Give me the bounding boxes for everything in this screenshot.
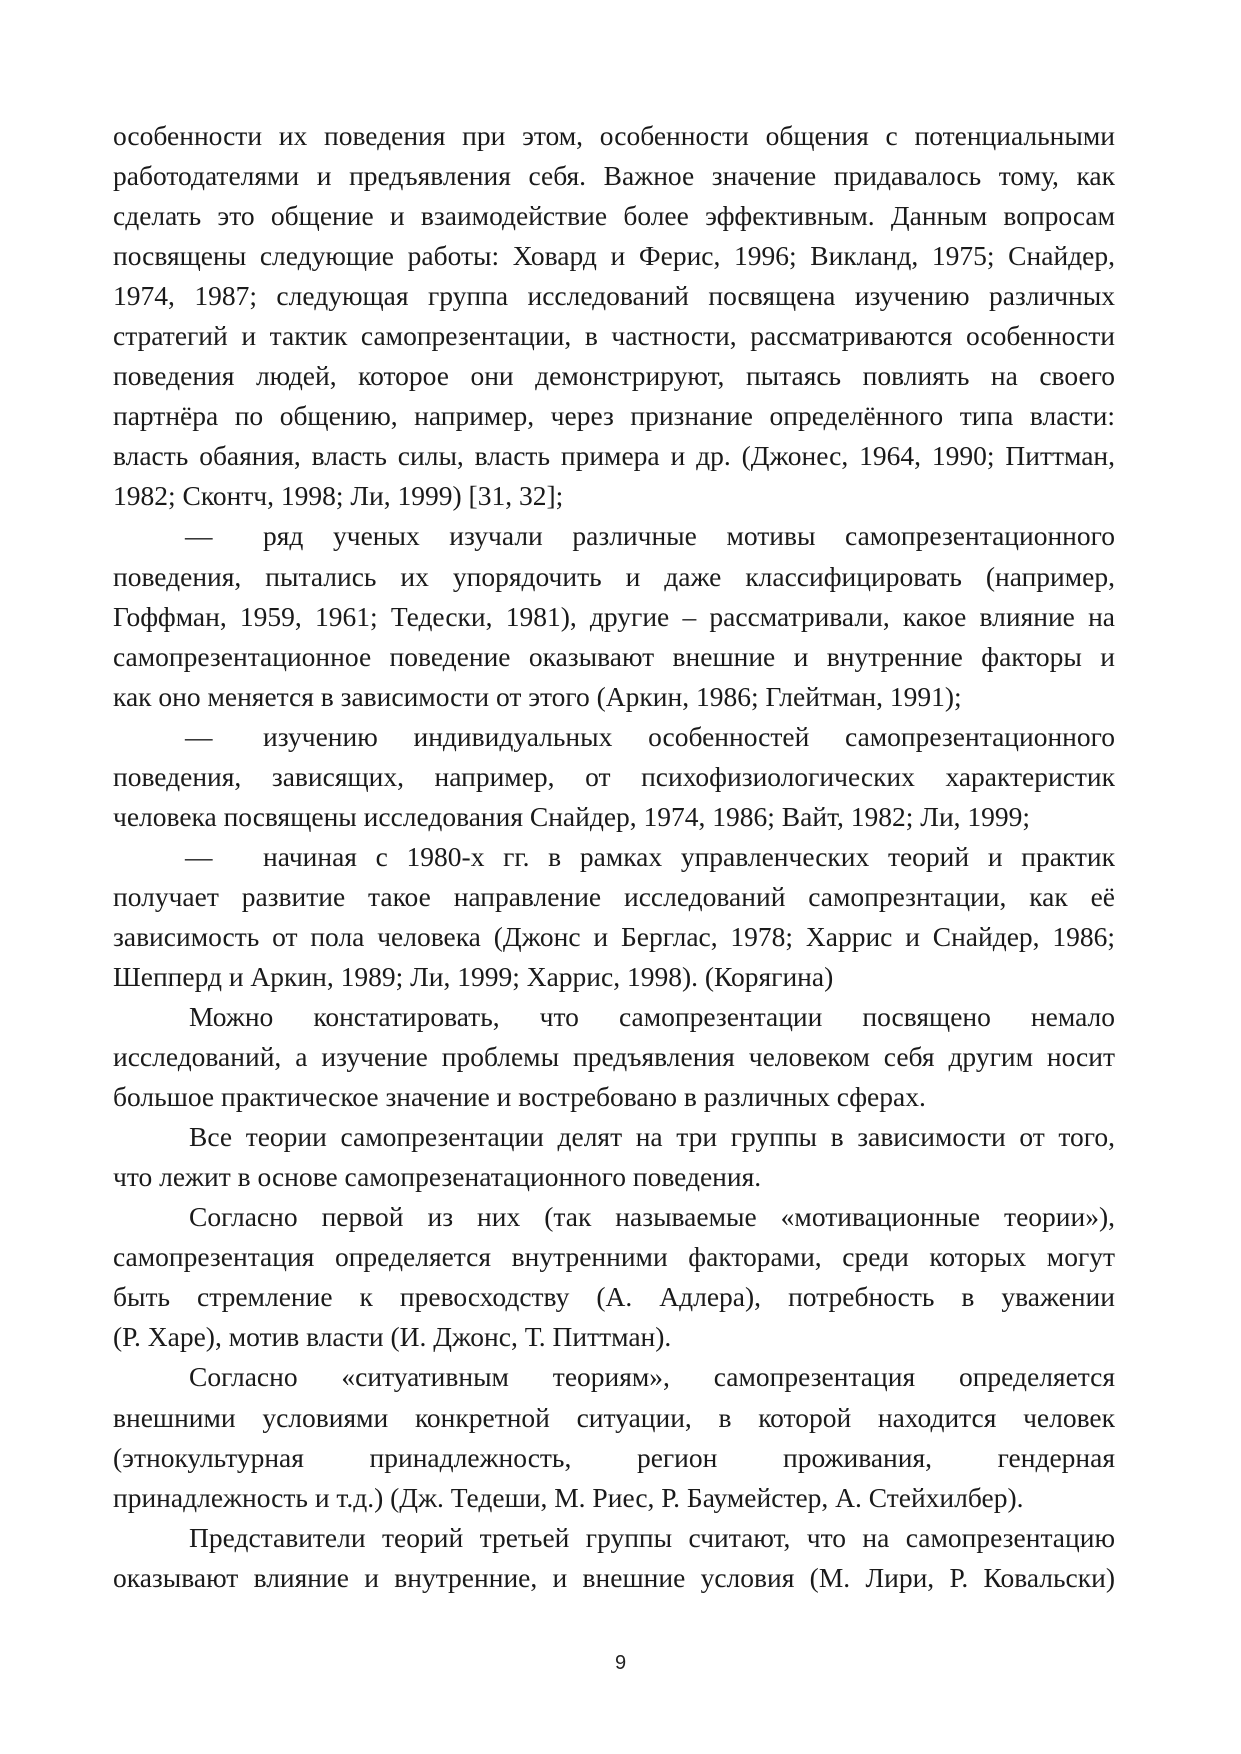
line — [113, 1077, 1115, 1117]
text-line: ряд ученых изучали различные мотивы самопрезентационного — [263, 520, 1115, 552]
line — [113, 1317, 1115, 1357]
text-line: поведения, зависящих, например, от психофизиологических характеристик — [113, 760, 1115, 792]
bullet-dash: — — [185, 840, 213, 872]
line — [113, 757, 1115, 797]
line — [113, 196, 1115, 236]
text-line: сделать это общение и взаимодействие более эффективным. Данным вопросам — [113, 200, 1115, 232]
text-line: (этнокультурная принадлежность, регион проживания, гендерная — [113, 1441, 1115, 1473]
line — [113, 1237, 1115, 1277]
line — [113, 516, 1115, 556]
line — [113, 396, 1115, 436]
paragraph — [113, 116, 1115, 516]
bullet-dash: — — [185, 720, 213, 752]
line — [113, 1478, 1115, 1518]
line — [113, 1277, 1115, 1317]
line — [113, 476, 1115, 516]
line — [113, 797, 1115, 837]
paragraph — [113, 997, 1115, 1117]
line — [113, 837, 1115, 877]
text-line: 1974, 1987; следующая группа исследований посвящена изучению различных — [113, 280, 1115, 312]
text-line: большое практическое значение и востребовано в различных сферах. — [113, 1081, 926, 1113]
line — [113, 316, 1115, 356]
bullet-item — [113, 837, 1115, 997]
line — [113, 1117, 1115, 1157]
line — [113, 677, 1115, 717]
text-line: Шепперд и Аркин, 1989; Ли, 1999; Харрис, 1998). (Корягина) — [113, 960, 834, 992]
text-line: стратегий и тактик самопрезентации, в частности, рассматриваются особенности — [113, 320, 1115, 352]
text-line: быть стремление к превосходству (А. Адлера), потребность в уважении — [113, 1281, 1115, 1313]
text-line: Согласно первой из них (так называемые «мотивационные теории»), — [189, 1201, 1115, 1233]
text-line: работодателями и предъявления себя. Важное значение придавалось тому, как — [113, 160, 1115, 192]
line — [113, 436, 1115, 476]
text-line: Можно констатировать, что самопрезентации посвящено немало — [189, 1001, 1115, 1033]
line — [113, 717, 1115, 757]
text-line: самопрезентация определяется внутренними факторами, среди которых могут — [113, 1241, 1115, 1273]
text-line: особенности их поведения при этом, особенности общения с потенциальными — [113, 120, 1115, 151]
line — [113, 917, 1115, 957]
line — [113, 637, 1115, 677]
text-line: партнёра по общению, например, через признание определённого типа власти: — [113, 400, 1115, 432]
line — [113, 116, 1115, 156]
bullet-dash: — — [185, 520, 213, 552]
line — [113, 1438, 1115, 1478]
text-line: внешними условиями конкретной ситуации, в которой находится человек — [113, 1401, 1115, 1433]
text-line: принадлежность и т.д.) (Дж. Тедеши, М. Риес, Р. Баумейстер, А. Стейхилбер). — [113, 1481, 1024, 1513]
line — [113, 236, 1115, 276]
paragraph — [113, 1117, 1115, 1197]
text-line: Согласно «ситуативным теориям», самопрезентация определяется — [189, 1361, 1115, 1393]
text-line: Гоффман, 1959, 1961; Тедески, 1981), другие – рассматривали, какое влияние на — [113, 600, 1115, 632]
bullet-item — [113, 516, 1115, 716]
paragraph — [113, 1197, 1115, 1357]
bullet-item — [113, 717, 1115, 837]
line — [113, 1157, 1115, 1197]
text-line: получает развитие такое направление исследований самопрезнтации, как её — [113, 880, 1115, 912]
text-line: как оно меняется в зависимости от этого (Аркин, 1986; Глейтман, 1991); — [113, 680, 962, 712]
line — [113, 1398, 1115, 1438]
line — [113, 1558, 1115, 1598]
line — [113, 356, 1115, 396]
line — [113, 156, 1115, 196]
line — [113, 1037, 1115, 1077]
text-line: посвящены следующие работы: Ховард и Ферис, 1996; Викланд, 1975; Снайдер, — [113, 240, 1115, 272]
line — [113, 276, 1115, 316]
line — [113, 877, 1115, 917]
line — [113, 1518, 1115, 1558]
line — [113, 1197, 1115, 1237]
paragraph — [113, 1357, 1115, 1517]
text-line: оказывают влияние и внутренние, и внешние условия (М. Лири, Р. Ковальски) — [113, 1561, 1115, 1593]
text-line: изучению индивидуальных особенностей самопрезентационного — [263, 720, 1115, 752]
text-line: Все теории самопрезентации делят на три группы в зависимости от того, — [189, 1121, 1115, 1153]
text-line: Представители теорий третьей группы считают, что на самопрезентацию — [189, 1521, 1115, 1553]
page-number: 9 — [614, 1652, 627, 1674]
paragraph — [113, 1518, 1115, 1598]
line — [113, 957, 1115, 997]
document-body — [113, 116, 1115, 1598]
line — [113, 1357, 1115, 1397]
text-line: что лежит в основе самопрезенатационного поведения. — [113, 1161, 762, 1193]
text-line: начиная с 1980-х гг. в рамках управленческих теорий и практик — [263, 840, 1115, 872]
text-line: поведения людей, которое они демонстрируют, пытаясь повлиять на своего — [113, 360, 1115, 392]
text-line: человека посвящены исследования Снайдер, 1974, 1986; Вайт, 1982; Ли, 1999; — [113, 800, 1031, 832]
text-line: исследований, а изучение проблемы предъявления человеком себя другим носит — [113, 1041, 1115, 1073]
text-line: поведения, пытались их упорядочить и даже классифицировать (например, — [113, 560, 1115, 592]
line — [113, 557, 1115, 597]
text-line: 1982; Сконтч, 1998; Ли, 1999) [31, 32]; — [113, 480, 564, 512]
line — [113, 597, 1115, 637]
line — [113, 997, 1115, 1037]
text-line: зависимость от пола человека (Джонс и Берглас, 1978; Харрис и Снайдер, 1986; — [113, 920, 1115, 952]
text-line: самопрезентационное поведение оказывают внешние и внутренние факторы и — [113, 640, 1115, 672]
text-line: (Р. Харе), мотив власти (И. Джонс, Т. Питтман). — [113, 1321, 672, 1353]
text-line: власть обаяния, власть силы, власть примера и др. (Джонес, 1964, 1990; Питтман, — [113, 440, 1115, 472]
